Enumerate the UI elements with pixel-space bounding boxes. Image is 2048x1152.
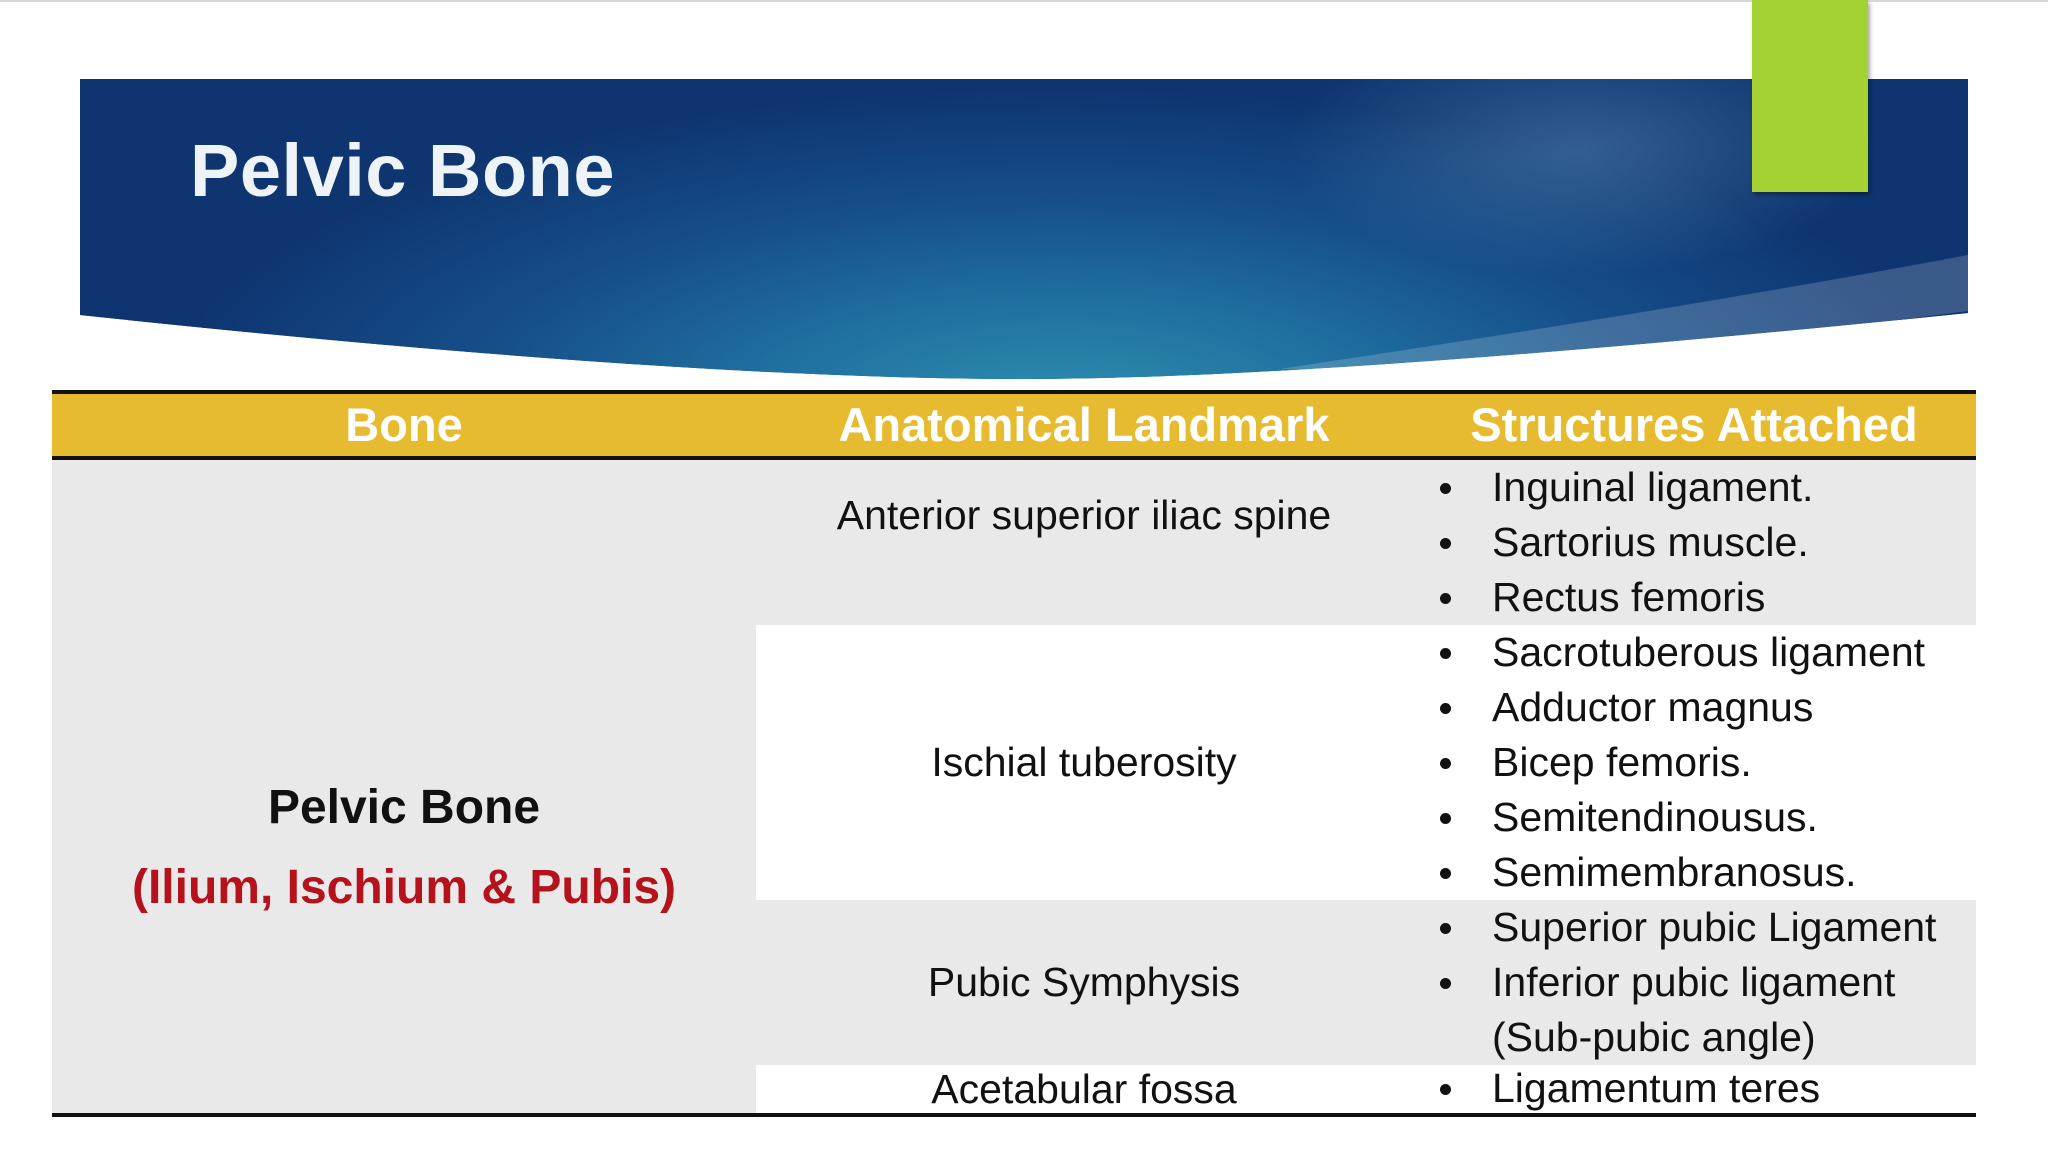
table-row xyxy=(756,625,1976,900)
bullet-icon xyxy=(1440,868,1451,879)
structure-text: Semitendinousus. xyxy=(1492,794,1818,840)
list-item xyxy=(1412,570,1813,625)
list-item xyxy=(1412,1061,1820,1116)
structure-text: Inguinal ligament. xyxy=(1492,464,1814,510)
bullet-icon xyxy=(1440,1084,1451,1095)
structure-text: Rectus femoris xyxy=(1492,574,1766,620)
landmark-cell: Pubic Symphysis xyxy=(927,959,1241,1005)
bullet-icon xyxy=(1440,648,1451,659)
list-item xyxy=(1412,460,1813,515)
structure-text: Bicep femoris. xyxy=(1492,739,1752,785)
bullet-icon xyxy=(1440,813,1451,824)
list-item xyxy=(1412,680,1925,735)
bone-parts: (Ilium, Ischium & Pubis) xyxy=(131,861,677,914)
structure-text: Ligamentum teres xyxy=(1492,1065,1821,1111)
header-landmark: Anatomical Landmark xyxy=(838,398,1330,451)
table-row xyxy=(756,1065,1976,1113)
list-item xyxy=(1412,900,1936,955)
title-banner xyxy=(80,79,1968,379)
slide-title: Pelvic Bone xyxy=(190,129,616,212)
list-item xyxy=(1412,845,1925,900)
table-row xyxy=(756,460,1976,625)
structure-text: Adductor magnus xyxy=(1492,684,1814,730)
structure-text: Sartorius muscle. xyxy=(1492,519,1809,565)
bullet-icon xyxy=(1440,758,1451,769)
structure-text: Superior pubic Ligament xyxy=(1492,904,1937,950)
list-item xyxy=(1412,955,1936,1010)
bone-name: Pelvic Bone xyxy=(267,781,541,834)
landmark-cell: Anterior superior iliac spine xyxy=(836,492,1332,538)
green-accent-bar xyxy=(1752,0,1868,192)
table-row xyxy=(756,900,1976,1065)
header-structures: Structures Attached xyxy=(1470,398,1918,451)
top-divider xyxy=(0,0,2048,2)
list-item xyxy=(1412,1010,1936,1065)
structures-list xyxy=(1412,625,1925,900)
landmark-cell: Acetabular fossa xyxy=(931,1066,1237,1112)
table-bottom-rule xyxy=(52,1113,1976,1117)
structures-list xyxy=(1412,1061,1820,1116)
list-item xyxy=(1412,735,1925,790)
structure-text: (Sub-pubic angle) xyxy=(1492,1014,1816,1060)
structures-list xyxy=(1412,900,1936,1065)
bullet-icon xyxy=(1440,978,1451,989)
list-item xyxy=(1412,515,1813,570)
structures-list xyxy=(1412,460,1813,625)
structure-text: Semimembranosus. xyxy=(1492,849,1857,895)
bullet-icon xyxy=(1440,538,1451,549)
structure-text: Sacrotuberous ligament xyxy=(1492,629,1926,675)
landmark-cell: Ischial tuberosity xyxy=(931,739,1237,785)
bullet-icon xyxy=(1440,593,1451,604)
bullet-icon xyxy=(1440,703,1451,714)
list-item xyxy=(1412,790,1925,845)
bone-cell xyxy=(52,460,756,1113)
bullet-icon xyxy=(1440,483,1451,494)
structure-text: Inferior pubic ligament xyxy=(1492,959,1896,1005)
header-bone: Bone xyxy=(345,398,463,451)
bullet-icon xyxy=(1440,923,1451,934)
list-item xyxy=(1412,625,1925,680)
